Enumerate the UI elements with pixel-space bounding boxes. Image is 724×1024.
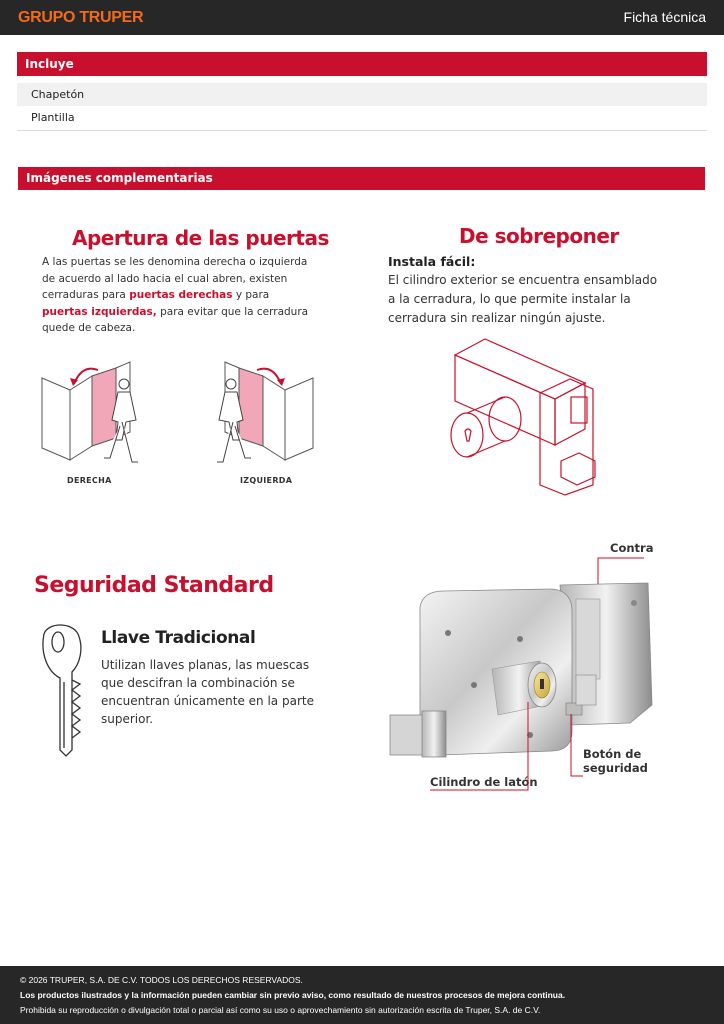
door-right-illustration bbox=[40, 360, 150, 470]
highlight-puertas-derechas: puertas derechas bbox=[129, 289, 233, 301]
callout-boton-2: seguridad bbox=[583, 761, 648, 775]
door-left-illustration bbox=[205, 360, 315, 470]
callout-line-boton bbox=[565, 712, 585, 782]
key-text: Utilizan llaves planas, las muescas que descifran la combinación se encuentran únicamente en la parte superior. bbox=[101, 658, 314, 726]
document-type: Ficha técnica bbox=[623, 9, 706, 25]
apertura-text-part: para evitar que la cerradura quede de cabeza. bbox=[42, 305, 309, 334]
callout-line-cilindro bbox=[428, 700, 538, 795]
sobreponer-text: El cilindro exterior se encuentra ensamblado a la cerradura, lo que permite instalar la cerradura sin realizar ningún ajuste. bbox=[388, 273, 658, 325]
apertura-text-part: A las puertas se les denomina derecha o izquierda de acuerdo al lado hacia el cual abren, existen cerraduras para bbox=[42, 256, 308, 301]
callout-contra: Contra bbox=[610, 541, 654, 555]
callout-line-contra bbox=[596, 556, 646, 586]
highlight-puertas-izquierdas: puertas izquierdas, bbox=[42, 305, 157, 318]
sobreponer-title: De sobreponer bbox=[459, 224, 619, 248]
footer-notice: Los productos ilustrados y la información pueden cambiar sin previo aviso, como resultado de nuestros procesos de mejora continua. bbox=[20, 990, 566, 1000]
key-icon bbox=[38, 620, 90, 760]
incluye-item: Chapetón bbox=[17, 83, 707, 106]
divider bbox=[17, 130, 707, 131]
apertura-text-part: y para bbox=[235, 289, 270, 301]
label-derecha: DERECHA bbox=[67, 476, 112, 485]
callout-boton-1: Botón de bbox=[583, 747, 642, 761]
key-title: Llave Tradicional bbox=[101, 628, 256, 648]
lock-outline-icon bbox=[445, 335, 595, 495]
sobreponer-subtitle: Instala fácil: bbox=[388, 254, 476, 269]
apertura-text bbox=[42, 254, 312, 337]
section-incluye-header: Incluye bbox=[17, 52, 707, 76]
apertura-title: Apertura de las puertas bbox=[72, 226, 329, 250]
section-imagenes-header: Imágenes complementarias bbox=[18, 167, 705, 190]
brand-logo: GRUPO TRUPER bbox=[18, 9, 144, 26]
incluye-item: Plantilla bbox=[31, 111, 75, 124]
label-izquierda: IZQUIERDA bbox=[240, 476, 293, 485]
seguridad-title: Seguridad Standard bbox=[34, 573, 274, 598]
top-bar bbox=[0, 0, 724, 35]
footer-copyright: © 2026 TRUPER, S.A. DE C.V. TODOS LOS DERECHOS RESERVADOS. bbox=[20, 975, 303, 985]
footer bbox=[0, 966, 724, 1024]
footer-legal: Prohibida su reproducción o divulgación total o parcial así como su uso o aprovechamiento sin autorización escrita de Truper, S.A. de C.V. bbox=[20, 1005, 541, 1015]
callout-cilindro: Cilindro de latón bbox=[430, 775, 538, 789]
